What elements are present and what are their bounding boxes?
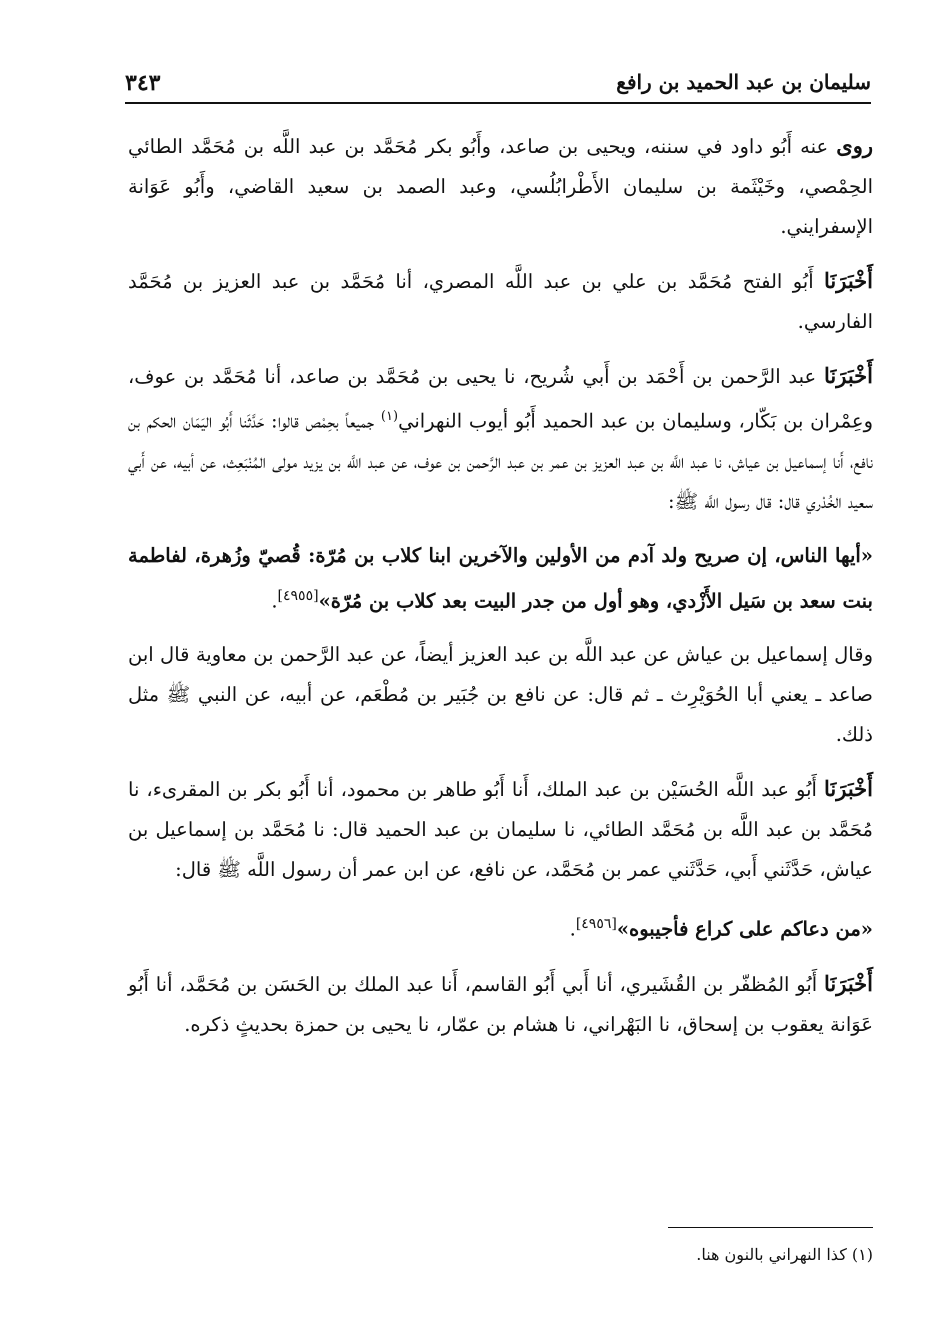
- hadith-text: «أيها الناس، إن صريح ولد آدم من الأولين والآخرين ابنا كلاب بن مُرّة: قُصيّ وزُهرة، لفاطمة بنت سعد بن سَيل الأَزْدي، وهو أول من جدر البيت بعد كلاب بن مُرّة»: [128, 543, 873, 612]
- paragraph-text: أَبُو عبد اللَّه الحُسَيْن بن عبد الملك، أَنا أَبُو طاهر بن محمود، أنا أَبُو بكر بن المقرىء، نا مُحَمَّد بن عبد اللَّه بن مُحَمَّد الطائي، نا سليمان بن عبد الحميد قال: نا مُحَمَّد بن إسماعيل بن عياش، حَدَّثَني أَبي، حَدَّثَني عمر بن مُحَمَّد، عن نافع، عن ابن عمر أن رسول اللَّه ﷺ قال:: [128, 778, 873, 881]
- paragraph-1: [128, 126, 873, 247]
- hadith-2: [128, 904, 873, 950]
- lead-word: أَخْبَرَنَا: [824, 363, 873, 388]
- paragraph-6: [128, 769, 873, 890]
- paragraph-8: [128, 964, 873, 1045]
- paragraph-2: [128, 261, 873, 342]
- paragraph-text: عبد الرَّحمن بن أَحْمَد بن أَبي شُريح، نا يحيى بن مُحَمَّد بن صاعد، أنا مُحَمَّد بن عوف، وعِمْران بن بَكّار، وسليمان بن عبد الحميد أَبُو أيوب النهراني: [128, 365, 873, 433]
- footnote-text: كذا النهراني بالنون هنا.: [696, 1245, 847, 1264]
- lead-word: أَخْبَرَنَا: [824, 776, 873, 801]
- lead-word: روى: [836, 133, 873, 158]
- page-header: [125, 62, 871, 104]
- lead-word: أَخْبَرَنَا: [824, 970, 873, 996]
- footnote-separator: [668, 1227, 873, 1228]
- running-title: سليمان بن عبد الحميد بن رافع: [616, 70, 871, 94]
- lead-word: أَخْبَرَنَا: [824, 268, 873, 293]
- page-number: ٣٤٣: [125, 70, 161, 96]
- paragraph-3: [128, 356, 873, 522]
- paragraph-text: عنه أَبُو داود في سننه، ويحيى بن صاعد، وأَبُو بكر مُحَمَّد بن عبد اللَّه بن مُحَمَّد الطائي الحِمْصي، وخَيْثَمة بن سليمان الأَطْرابُلُسي، وعبد الصمد بن سعيد القاضي، وأَبُو عَوَانة الإسفرايني.: [128, 135, 873, 238]
- hadith-number: [٤٩٥٥]: [277, 587, 319, 604]
- footnote-number: (١): [851, 1245, 873, 1264]
- footnote-marker: (١): [380, 409, 399, 424]
- paragraph-text: جميعاً بحِمْص قالوا: حَدَّثَنا أَبُو اليَمَان الحكم بن نافع، أَنا إسماعيل بن عياش، نا عبد اللَّه بن عبد العزيز بن عمر بن عبد الرَّحمن بن عوف، عن عبد اللَّه بن يزيد مولى المُنْبَعِث، عن أبيه، عن أَبي سعيد الخُدْري قال: قال رسول اللَّه ﷺ:: [128, 409, 873, 513]
- main-text: [128, 126, 873, 1059]
- hadith-1: [128, 536, 873, 622]
- paragraph-text: أَبُو المُظفّر بن القُشَيري، أنا أَبي أَبُو القاسم، أَنا عبد الملك بن الحَسَن بن مُحَمَّد، أنا أَبُو عَوَانة يعقوب بن إسحاق، نا البَهْراني، نا هشام بن عمّار، نا يحيى بن حمزة بحديثٍ ذكره.: [128, 972, 873, 1036]
- hadith-text: «من دعاكم على كراع فأجيبوه»: [616, 917, 873, 941]
- period: .: [271, 589, 278, 612]
- hadith-number: [٤٩٥٦]: [575, 916, 617, 932]
- footnote: [128, 1240, 873, 1270]
- paragraph-text: أَبُو الفتح مُحَمَّد بن علي بن عبد اللَّه المصري، أنا مُحَمَّد بن عبد العزيز بن مُحَمَّد الفارسي.: [128, 270, 873, 333]
- paragraph-5: [128, 635, 873, 755]
- period: .: [569, 917, 576, 941]
- paragraph-text: وقال إسماعيل بن عياش عن عبد اللَّه بن عبد العزيز أيضاً، عن عبد الرَّحمن بن معاوية قال ابن صاعد ـ يعني أبا الحُوَيْرِث ـ ثم قال: عن نافع بن جُبَير بن مُطْعَم، عن أبيه، عن النبي ﷺ مثل ذلك.: [128, 643, 873, 746]
